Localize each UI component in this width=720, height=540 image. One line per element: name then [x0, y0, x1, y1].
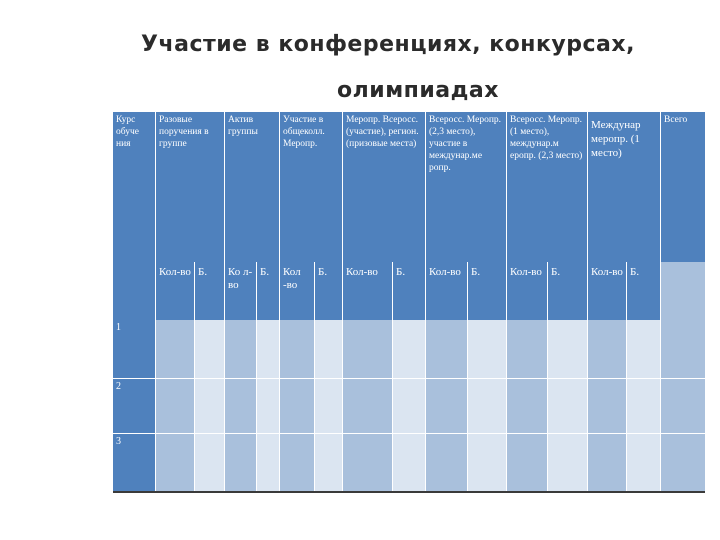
sub-count-7: Кол-во	[588, 262, 626, 320]
table-cell	[661, 320, 705, 378]
sub-score-6: Б.	[548, 262, 587, 320]
table-cell	[225, 379, 256, 433]
table-cell	[257, 434, 279, 491]
table-cell	[426, 434, 467, 491]
table-cell	[195, 320, 224, 378]
table-cell	[343, 434, 392, 491]
table-cell	[343, 379, 392, 433]
table-cell	[225, 320, 256, 378]
table-cell	[225, 434, 256, 491]
table-cell	[627, 320, 660, 378]
row-label-2: 2	[113, 379, 155, 433]
table-cell	[426, 379, 467, 433]
table-cell	[661, 434, 705, 491]
row-label-3: 3	[113, 434, 155, 491]
sub-count-1: Кол-во	[156, 262, 194, 320]
table-cell	[661, 379, 705, 433]
table-cell	[315, 320, 342, 378]
sub-score-7: Б.	[627, 262, 660, 320]
sub-score-2: Б.	[257, 262, 279, 320]
table-cell	[257, 320, 279, 378]
table-cell	[156, 320, 194, 378]
table-cell	[315, 434, 342, 491]
header-course: Курс обуче ния	[113, 112, 155, 262]
table-cell	[507, 379, 547, 433]
page-title-line2: олимпиадах	[337, 78, 499, 103]
table-cell	[195, 434, 224, 491]
table-cell	[156, 434, 194, 491]
table-cell	[468, 434, 506, 491]
row-label-1: 1	[113, 320, 155, 378]
table-cell	[426, 320, 467, 378]
header-international-1-place: Междунар меропр. (1 место)	[588, 112, 660, 262]
table-cell	[393, 434, 425, 491]
course-column-blank	[113, 262, 155, 320]
table-cell	[195, 379, 224, 433]
table-cell	[548, 434, 587, 491]
header-national-1-place: Всеросс. Меропр. (1 место), междунар.м еропр. (2,3 место)	[507, 112, 587, 262]
table-cell	[315, 379, 342, 433]
table-cell	[548, 320, 587, 378]
header-one-time-assignments: Разовые поручения в группе	[156, 112, 224, 262]
header-group-activists: Актив группы	[225, 112, 279, 262]
table-cell	[507, 434, 547, 491]
total-sub-blank	[661, 262, 705, 320]
table-cell	[468, 320, 506, 378]
sub-score-4: Б.	[393, 262, 425, 320]
table-cell	[280, 320, 314, 378]
table-cell	[343, 320, 392, 378]
sub-count-2: Ко л-во	[225, 262, 256, 320]
table-cell	[468, 379, 506, 433]
table-cell	[588, 379, 626, 433]
table-cell	[280, 434, 314, 491]
table-cell	[507, 320, 547, 378]
sub-score-5: Б.	[468, 262, 506, 320]
sub-count-4: Кол-во	[343, 262, 392, 320]
header-national-participation: Меропр. Всеросс. (участие), регион. (призовые места)	[343, 112, 425, 262]
header-national-2-3-place: Всеросс. Меропр. (2,3 место), участие в междунар.ме ропр.	[426, 112, 506, 262]
table-cell	[588, 320, 626, 378]
sub-count-5: Кол-во	[426, 262, 467, 320]
table-cell	[548, 379, 587, 433]
table-cell	[627, 379, 660, 433]
table-cell	[257, 379, 279, 433]
sub-score-1: Б.	[195, 262, 224, 320]
table-cell	[393, 320, 425, 378]
header-college-events: Участие в общеколл. Меропр.	[280, 112, 342, 262]
page-title-line1: Участие в конференциях, конкурсах,	[141, 32, 635, 57]
header-total: Всего	[661, 112, 705, 262]
table-cell	[627, 434, 660, 491]
sub-score-3: Б.	[315, 262, 342, 320]
table-cell	[588, 434, 626, 491]
sub-count-3: Кол -во	[280, 262, 314, 320]
sub-count-6: Кол-во	[507, 262, 547, 320]
table-bottom-border	[113, 491, 705, 493]
table-cell	[393, 379, 425, 433]
table-cell	[280, 379, 314, 433]
table-cell	[156, 379, 194, 433]
